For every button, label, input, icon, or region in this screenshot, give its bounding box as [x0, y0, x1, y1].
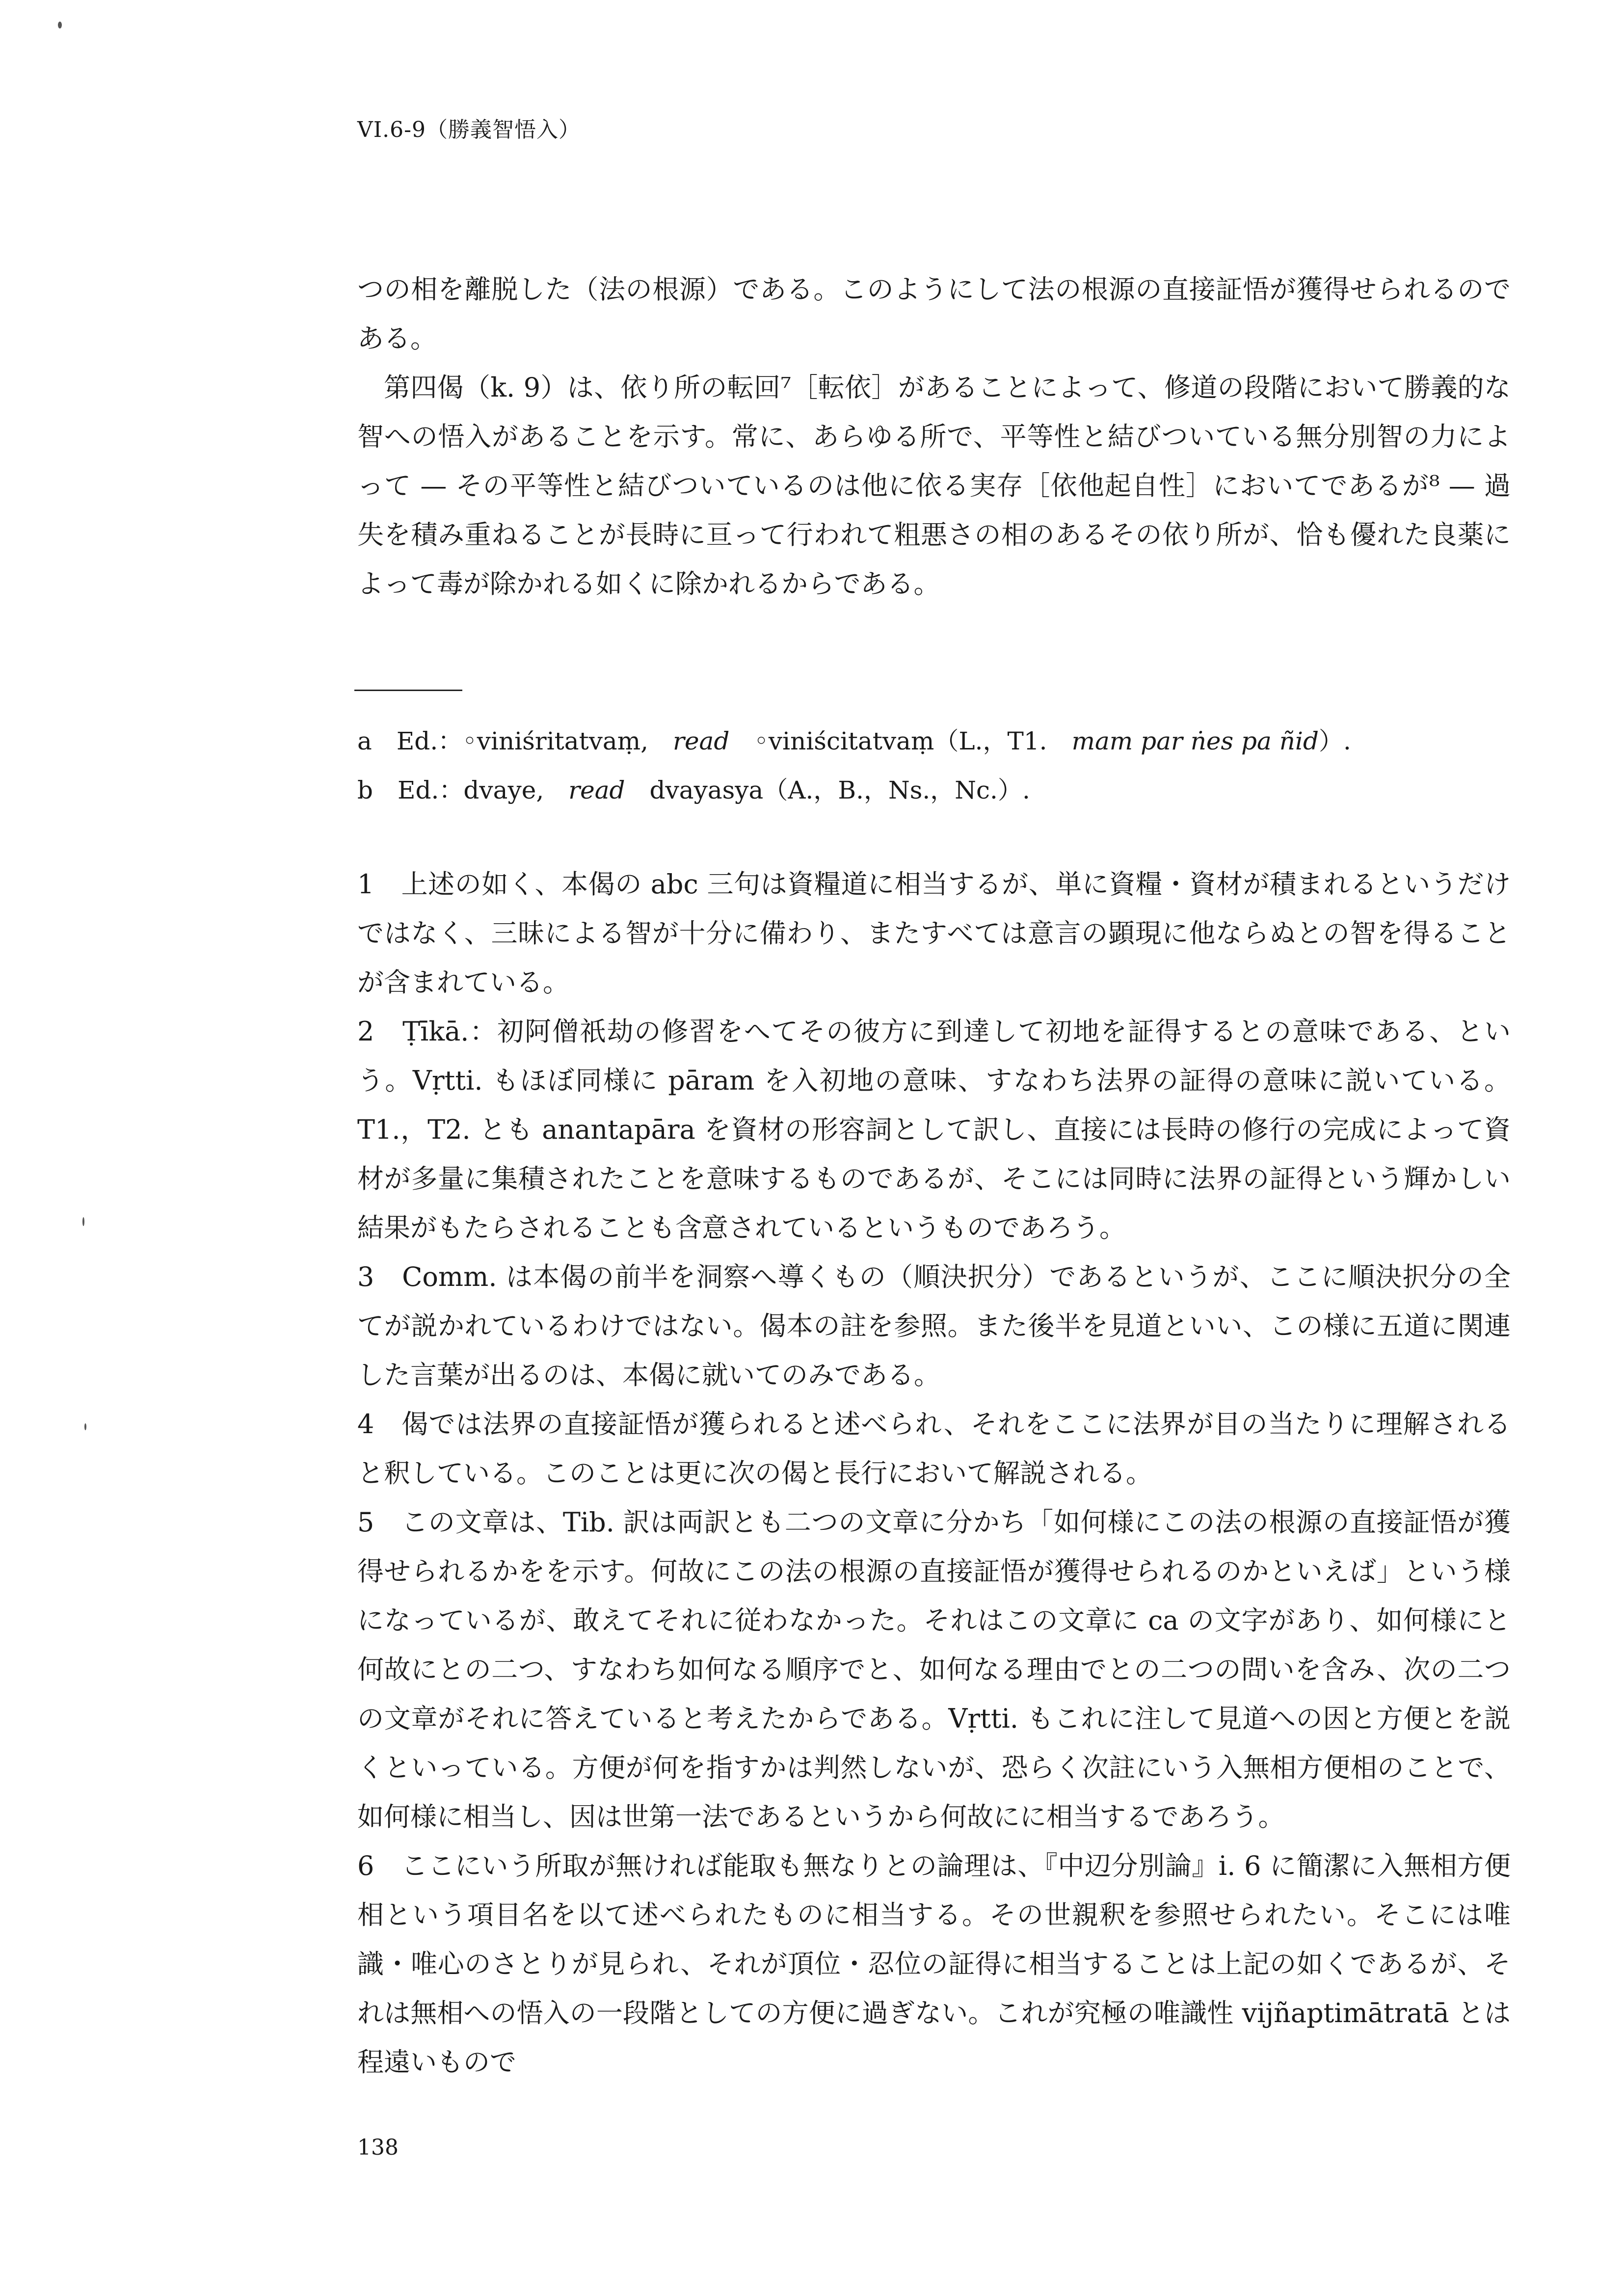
variant-read: read [568, 776, 625, 804]
variant-mark: b [357, 776, 373, 804]
main-text [357, 265, 1511, 609]
footnote: 4 偈では法界の直接証悟が獲られると述べられ、それをここに法界が目の当たりに理解されると釈している。このことは更に次の偈と長行において解説される。 [357, 1409, 1511, 1489]
running-head: VI.6-9（勝義智悟入） [357, 117, 581, 142]
variant-readings [357, 717, 1511, 815]
main-paragraph: つの相を離脱した（法の根源）である。このようにして法の根源の直接証悟が獲得せられるのである。 [357, 274, 1511, 354]
scan-mark [82, 1217, 84, 1226]
scan-mark [58, 22, 62, 28]
footnote-rule [354, 690, 462, 691]
variant-edition: Ed.：◦viniśritatvaṃ, [396, 727, 649, 755]
footnote: 3 Comm. は本偈の前半を洞察へ導くもの（順決択分）であるというが、ここに順決択分の全てが説かれているわけではない。偈本の註を参照。また後半を見道といい、この様に五道に関連した言葉が出るのは、本偈に就いてのみである。 [357, 1261, 1511, 1390]
page-number: 138 [357, 2135, 399, 2160]
variant-read: read [673, 727, 730, 755]
main-paragraph: 第四偈（k. 9）は、依り所の転回⁷［転依］があることによって、修道の段階において勝義的な智への悟入があることを示す。常に、あらゆる所で、平等性と結びついている無分別智の力によって — その平等性と結びついているのは他に依る実存［依他起自性］においてであるが⁸ — 過失を積み重ねることが長時に亘って行われて粗悪さの相のあるその依り所が、恰も優れた良薬によって毒が除かれる如くに除かれるからである。 [357, 372, 1511, 599]
variant-end: ）. [1318, 727, 1351, 755]
variant-line [357, 717, 1511, 766]
variant-line [357, 766, 1511, 815]
footnote: 2 Ṭīkā.：初阿僧祇劫の修習をへてその彼方に到達して初地を証得するとの意味である、という。Vṛtti. もほぼ同様に pāram を入初地の意味、すなわち法界の証得の意味に説いている。T1.，T2. とも anantapāra を資材の形容詞として訳し、直接には長時の修行の完成によって資材が多量に集積されたことを意味するものであるが、そこには同時に法界の証得という輝かしい結果がもたらされることも含意されているというものであろう。 [357, 1016, 1511, 1243]
footnote: 5 この文章は、Tib. 訳は両訳とも二つの文章に分かち「如何様にこの法の根源の直接証悟が獲得せられるかをを示す。何故にこの法の根源の直接証悟が獲得せられるのかといえば」という様になっているが、敢えてそれに従わなかった。それはこの文章に ca の文字があり、如何様にと何故にとの二つ、すなわち如何なる順序でと、如何なる理由でとの二つの問いを含み、次の二つの文章がそれに答えていると考えたからである。Vṛtti. もこれに注して見道への因と方便とを説くといっている。方便が何を指すかは判然しないが、恐らく次註にいう入無相方便相のことで、如何様に相当し、因は世第一法であるというから何故にに相当するであろう。 [357, 1507, 1511, 1832]
variant-reading: dvayasya（A.，B.，Ns.，Nc.）. [649, 776, 1030, 804]
variant-reading: ◦viniścitatvaṃ（L.，T1. [754, 727, 1047, 755]
footnote: 1 上述の如く、本偈の abc 三句は資糧道に相当するが、単に資糧・資材が積まれるというだけではなく、三昧による智が十分に備わり、またすべては意言の顕現に他ならぬとの智を得ることが含まれている。 [357, 869, 1511, 998]
variant-edition: Ed.：dvaye, [398, 776, 544, 804]
footnote: 6 ここにいう所取が無ければ能取も無なりとの論理は、『中辺分別論』i. 6 に簡潔に入無相方便相という項目名を以て述べられたものに相当する。その世親釈を参照せられたい。そこには唯識・唯心のさとりが見られ、それが頂位・忍位の証得に相当することは上記の如くであるが、それは無相への悟入の一段階としての方便に過ぎない。これが究極の唯識性 vijñaptimātratā とは程遠いもので [357, 1850, 1511, 2078]
variant-tibetan: mam par ṅes pa ñid [1071, 727, 1319, 755]
scan-mark [84, 1423, 86, 1430]
footnotes [357, 860, 1511, 2087]
variant-mark: a [357, 727, 372, 755]
